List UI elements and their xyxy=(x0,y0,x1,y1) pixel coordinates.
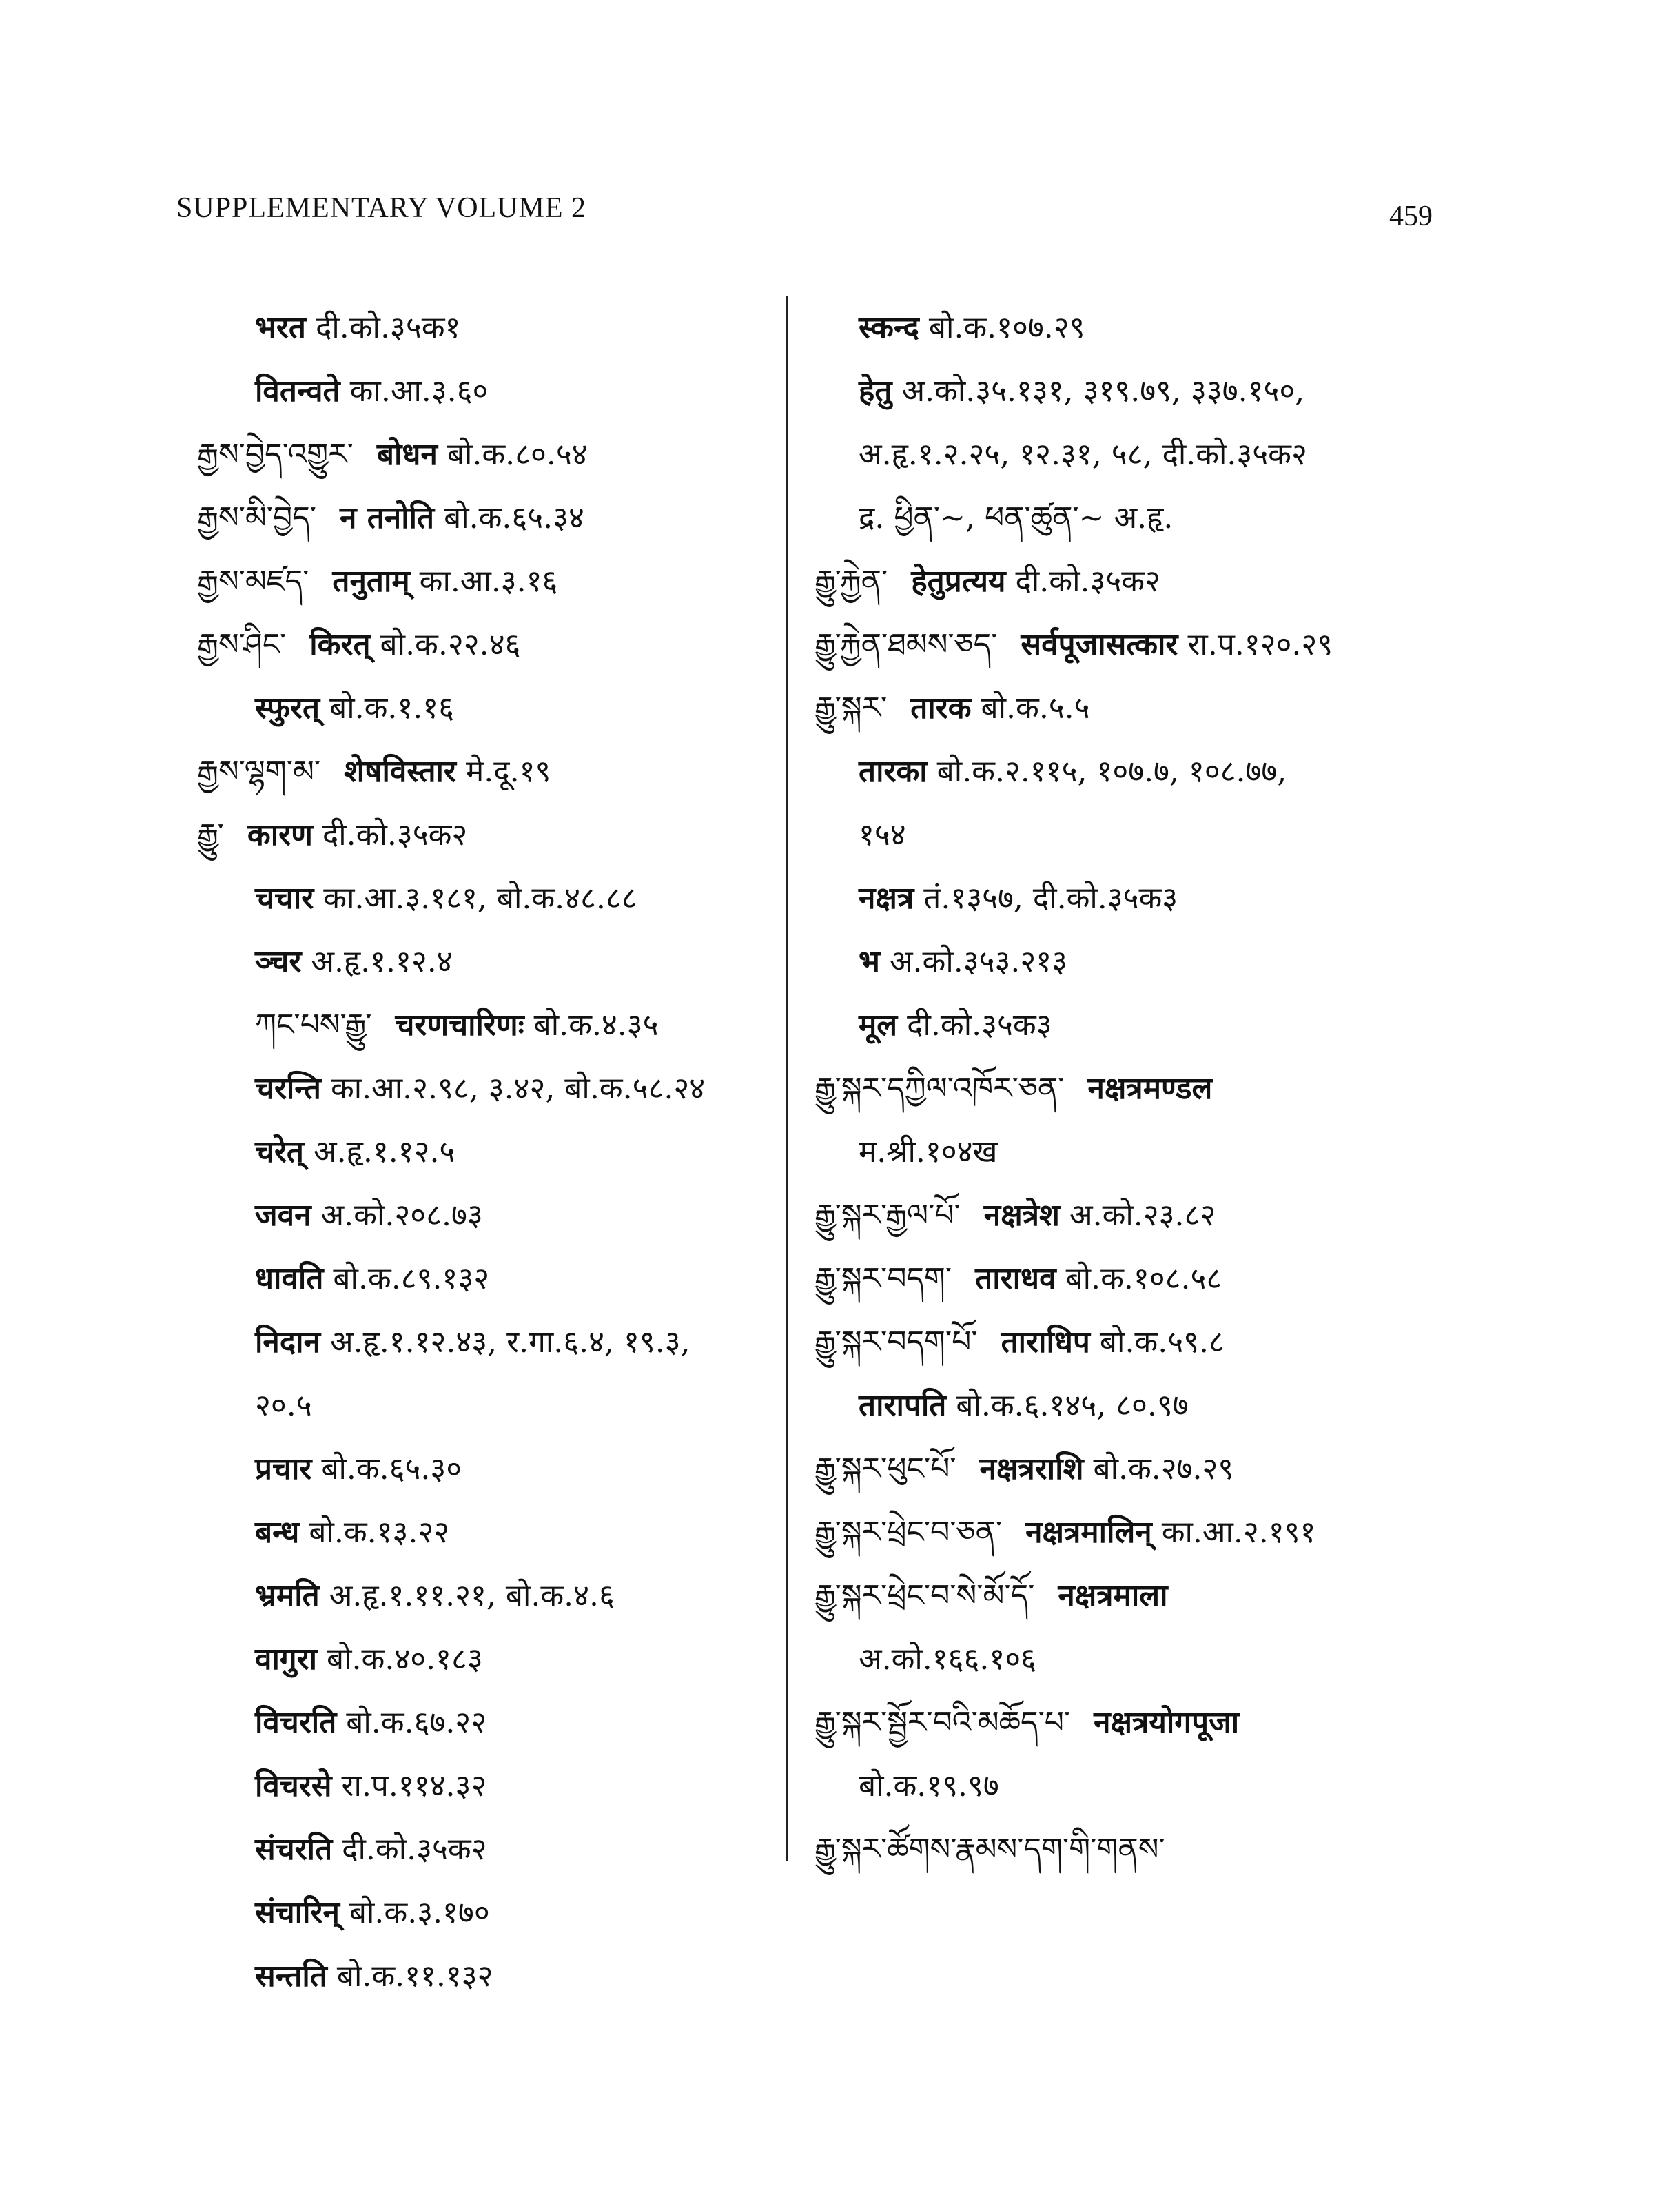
dictionary-entry-line xyxy=(815,1691,1504,1755)
dictionary-entry-line xyxy=(197,1311,783,1374)
dictionary-entry-line xyxy=(197,740,783,804)
source-reference: म.श्री.१०४ख xyxy=(859,1134,998,1169)
sanskrit-equivalent: किरत् xyxy=(309,627,371,662)
dictionary-entry-line xyxy=(197,296,783,360)
page-number: 459 xyxy=(1389,201,1433,232)
sanskrit-equivalent: निदान xyxy=(255,1325,320,1360)
running-head: SUPPLEMENTARY VOLUME 2 xyxy=(176,192,587,224)
source-reference: बो.क.५९.८ xyxy=(1099,1325,1225,1360)
source-reference: अ.को.२०८.७३ xyxy=(320,1198,483,1233)
dictionary-entry-line xyxy=(815,1247,1504,1311)
dictionary-entry-line xyxy=(197,360,783,423)
sanskrit-equivalent: नक्षत्रमालिन् xyxy=(1025,1515,1152,1550)
dictionary-entry-line xyxy=(815,1184,1504,1247)
tibetan-headword: རྒྱུ་སྐར་བདག་ xyxy=(815,1261,952,1296)
source-reference: का.आ.३.१६ xyxy=(419,564,558,599)
dictionary-entry-line xyxy=(815,930,1504,994)
source-reference: अ.को.३५.१३१, ३१९.७९, ३३७.१५०, xyxy=(901,374,1305,409)
tibetan-headword: རྒྱས་ཤིང་ xyxy=(197,627,287,662)
dictionary-entry-line xyxy=(815,296,1504,360)
dictionary-entry-line xyxy=(197,867,783,930)
dictionary-entry-line xyxy=(197,550,783,613)
sanskrit-equivalent: चचार xyxy=(255,881,314,916)
dictionary-entry-line xyxy=(197,1818,783,1881)
dictionary-entry-line xyxy=(197,677,783,740)
sanskrit-equivalent: हेतु xyxy=(859,374,892,409)
source-reference: अ.हृ.१.१२.४३, र.गा.६.४, १९.३, xyxy=(330,1325,690,1360)
dictionary-entry-line xyxy=(197,613,783,677)
source-reference: बो.क.२.११५, १०७.७, १०८.७७, xyxy=(936,754,1287,789)
dictionary-entry-line xyxy=(815,1374,1504,1438)
dictionary-entry-line xyxy=(815,1057,1504,1121)
tibetan-headword: རྒྱུ་སྐར་ཕུང་པོ་ xyxy=(815,1451,956,1486)
dictionary-entry-line xyxy=(197,1501,783,1564)
sanskrit-equivalent: नक्षत्रयोगपूजा xyxy=(1094,1705,1240,1740)
sanskrit-equivalent: वागुरा xyxy=(255,1642,318,1677)
tibetan-headword: རྒྱས་མཛད་ xyxy=(197,564,309,599)
source-reference: अ.हृ.१.१२.५ xyxy=(314,1134,455,1169)
right-column xyxy=(815,296,1504,1881)
source-reference: बो.क.१३.२२ xyxy=(309,1515,450,1550)
source-reference: दी.को.३५क१ xyxy=(316,310,461,345)
tibetan-headword: རྒྱས་མི་བྱེད་ xyxy=(197,500,316,535)
sanskrit-equivalent: ताराधिप xyxy=(1001,1325,1090,1360)
sanskrit-equivalent: संचरति xyxy=(255,1832,333,1867)
dictionary-entry-line xyxy=(815,1818,1504,1881)
dictionary-entry-line xyxy=(815,423,1504,487)
source-reference: का.आ.२.९८, ३.४२, बो.क.५८.२४ xyxy=(330,1071,706,1106)
source-reference: २०.५ xyxy=(255,1388,312,1423)
sanskrit-equivalent: भ्रमति xyxy=(255,1578,320,1613)
dictionary-entry-line xyxy=(815,1311,1504,1374)
sanskrit-equivalent: चरन्ति xyxy=(255,1071,321,1106)
sanskrit-equivalent: नक्षत्रराशि xyxy=(979,1451,1084,1486)
tibetan-headword: རྒྱུ་སྐར་རྒྱལ་པོ་ xyxy=(815,1198,961,1233)
tibetan-headword: རྒྱུ་ xyxy=(197,817,224,852)
dictionary-entry-line xyxy=(815,994,1504,1057)
source-reference: बो.क.२२.४६ xyxy=(380,627,521,662)
dictionary-entry-line xyxy=(197,1247,783,1311)
sanskrit-equivalent: भ xyxy=(859,944,880,979)
source-reference: का.आ.३.६० xyxy=(349,374,489,409)
source-reference: बो.क.६५.३४ xyxy=(444,500,584,535)
dictionary-entry-line xyxy=(815,487,1504,550)
dictionary-entry-line xyxy=(815,1564,1504,1628)
sanskrit-equivalent: नक्षत्र xyxy=(859,881,914,916)
sanskrit-equivalent: बन्ध xyxy=(255,1515,300,1550)
sanskrit-equivalent: स्कन्द xyxy=(859,310,919,345)
tibetan-headword: རྒྱུ་རྐྱེན་ཐམས་ཅད་ xyxy=(815,627,998,662)
sanskrit-equivalent: नक्षत्रमण्डल xyxy=(1087,1071,1213,1106)
source-reference: दी.को.३५क२ xyxy=(1015,564,1160,599)
source-reference: बो.क.४.३५ xyxy=(533,1008,659,1043)
source-reference: बो.क.४०.१८३ xyxy=(327,1642,483,1677)
dictionary-entry-line xyxy=(815,1501,1504,1564)
tibetan-headword: རྒྱས་བྱེད་འགྱུར་ xyxy=(197,437,354,472)
source-reference: बो.क.१०८.५८ xyxy=(1065,1261,1222,1296)
source-reference: अ.को.१६६.१०६ xyxy=(859,1642,1037,1677)
sanskrit-equivalent: चरेत् xyxy=(255,1134,305,1169)
sanskrit-equivalent: स्फुरत् xyxy=(255,691,320,726)
sanskrit-equivalent: वितन्वते xyxy=(255,374,340,409)
dictionary-entry-line xyxy=(197,1945,783,2008)
sanskrit-equivalent: शेषविस्तार xyxy=(344,754,456,789)
sanskrit-equivalent: नक्षत्रेश xyxy=(983,1198,1060,1233)
source-reference: दी.को.३५क३ xyxy=(907,1008,1052,1043)
sanskrit-equivalent: संचारिन् xyxy=(255,1895,340,1930)
sanskrit-equivalent: धावति xyxy=(255,1261,324,1296)
dictionary-entry-line xyxy=(197,1121,783,1184)
source-reference: द्र. ཕྱིན་~, ཕན་ཚུན་~ अ.हृ. xyxy=(859,500,1174,535)
dictionary-entry-line xyxy=(197,1184,783,1247)
source-reference: मे.दू.१९ xyxy=(465,754,551,789)
tibetan-headword: རྒྱས་ལྷག་མ་ xyxy=(197,754,321,789)
sanskrit-equivalent: सन्तति xyxy=(255,1959,327,1994)
sanskrit-equivalent: विचरति xyxy=(255,1705,337,1740)
source-reference: अ.हृ.१.२.२५, १२.३१, ५८, दी.को.३५क२ xyxy=(859,437,1307,472)
sanskrit-equivalent: नक्षत्रमाला xyxy=(1058,1578,1168,1613)
dictionary-entry-line xyxy=(815,677,1504,740)
source-reference: बो.क.११.१३२ xyxy=(336,1959,493,1994)
sanskrit-equivalent: जवन xyxy=(255,1198,311,1233)
tibetan-headword: རྒྱུ་སྐར་ཕྲེང་བ་ཅན་ xyxy=(815,1515,1003,1550)
dictionary-entry-line xyxy=(815,740,1504,804)
source-reference: बो.क.६.१४५, ८०.९७ xyxy=(956,1388,1189,1423)
dictionary-entry-line xyxy=(197,1374,783,1438)
dictionary-entry-line xyxy=(197,1628,783,1691)
source-reference: दी.को.३५क२ xyxy=(342,1832,487,1867)
sanskrit-equivalent: बोधन xyxy=(376,437,438,472)
sanskrit-equivalent: हेतुप्रत्यय xyxy=(911,564,1006,599)
source-reference: बो.क.१०७.२९ xyxy=(928,310,1085,345)
source-reference: अ.हृ.१.१२.४ xyxy=(311,944,453,979)
sanskrit-equivalent: ताराधव xyxy=(975,1261,1056,1296)
dictionary-entry-line xyxy=(815,613,1504,677)
left-column xyxy=(197,296,783,2008)
tibetan-headword: རྒྱུ་སྐར་བདག་པོ་ xyxy=(815,1325,978,1360)
dictionary-entry-line xyxy=(197,487,783,550)
dictionary-entry-line xyxy=(815,360,1504,423)
dictionary-entry-line xyxy=(815,804,1504,867)
dictionary-entry-line xyxy=(197,1881,783,1945)
source-reference: बो.क.५.५ xyxy=(981,691,1090,726)
dictionary-entry-line xyxy=(197,994,783,1057)
source-reference: बो.क.८९.१३२ xyxy=(333,1261,490,1296)
source-reference: बो.क.३.१७० xyxy=(349,1895,490,1930)
source-reference: अ.हृ.१.११.२१, बो.क.४.६ xyxy=(329,1578,615,1613)
source-reference: बो.क.१.१६ xyxy=(329,691,455,726)
tibetan-headword: རྒྱུ་སྐར་ xyxy=(815,691,888,726)
source-reference: १५४ xyxy=(859,817,906,852)
sanskrit-equivalent: भरत xyxy=(255,310,307,345)
source-reference: बो.क.६७.२२ xyxy=(346,1705,487,1740)
sanskrit-equivalent: प्रचार xyxy=(255,1451,312,1486)
source-reference: बो.क.६५.३० xyxy=(321,1451,462,1486)
dictionary-entry-line xyxy=(197,1057,783,1121)
sanskrit-equivalent: मूल xyxy=(859,1008,898,1043)
sanskrit-equivalent: तनुताम् xyxy=(332,564,410,599)
dictionary-entry-line xyxy=(815,1438,1504,1501)
source-reference: बो.क.२७.२९ xyxy=(1093,1451,1234,1486)
source-reference: अ.को.३५३.२१३ xyxy=(889,944,1067,979)
dictionary-entry-line xyxy=(815,1121,1504,1184)
source-reference: रा.प.११४.३२ xyxy=(341,1768,487,1803)
dictionary-entry-line xyxy=(197,1691,783,1755)
source-reference: दी.को.३५क२ xyxy=(322,817,468,852)
dictionary-entry-line xyxy=(815,867,1504,930)
tibetan-headword: རྒྱུ་སྐར་ཚོགས་རྣམས་དག་གི་གནས་ xyxy=(815,1832,1165,1867)
sanskrit-equivalent: चरणचारिणः xyxy=(395,1008,524,1043)
sanskrit-equivalent: तारका xyxy=(859,754,928,789)
sanskrit-equivalent: न तनोति xyxy=(339,500,435,535)
tibetan-headword: རྒྱུ་སྐར་དཀྱིལ་འཁོར་ཅན་ xyxy=(815,1071,1065,1106)
source-reference: का.आ.२.१९१ xyxy=(1161,1515,1316,1550)
dictionary-entry-line xyxy=(197,423,783,487)
column-divider xyxy=(786,296,788,1861)
sanskrit-equivalent: ञ्चर xyxy=(255,944,302,979)
sanskrit-equivalent: विचरसे xyxy=(255,1768,332,1803)
sanskrit-equivalent: तारापति xyxy=(859,1388,947,1423)
source-reference: रा.प.१२०.२९ xyxy=(1187,627,1333,662)
source-reference: तं.१३५७, दी.को.३५क३ xyxy=(923,881,1178,916)
tibetan-headword: ཀང་པས་རྒྱུ་ xyxy=(255,1008,372,1043)
dictionary-entry-line xyxy=(197,1755,783,1818)
dictionary-entry-line xyxy=(197,930,783,994)
dictionary-entry-line xyxy=(197,804,783,867)
dictionary-entry-line xyxy=(815,1755,1504,1818)
sanskrit-equivalent: तारक xyxy=(910,691,972,726)
source-reference: का.आ.३.१८१, बो.क.४८.८८ xyxy=(323,881,637,916)
dictionary-entry-line xyxy=(197,1564,783,1628)
dictionary-entry-line xyxy=(815,550,1504,613)
tibetan-headword: རྒྱུ་སྐར་སྦྱོར་བའི་མཆོད་པ་ xyxy=(815,1705,1071,1740)
sanskrit-equivalent: सर्वपूजासत्कार xyxy=(1021,627,1178,662)
source-reference: बो.क.८०.५४ xyxy=(447,437,588,472)
source-reference: अ.को.२३.८२ xyxy=(1069,1198,1216,1233)
tibetan-headword: རྒྱུ་སྐར་ཕྲེང་བ་སེ་མོ་དོ་ xyxy=(815,1578,1035,1613)
source-reference: बो.क.१९.९७ xyxy=(859,1768,999,1803)
sanskrit-equivalent: कारण xyxy=(247,817,313,852)
dictionary-entry-line xyxy=(815,1628,1504,1691)
dictionary-entry-line xyxy=(197,1438,783,1501)
tibetan-headword: རྒྱུ་རྐྱེན་ xyxy=(815,564,888,599)
